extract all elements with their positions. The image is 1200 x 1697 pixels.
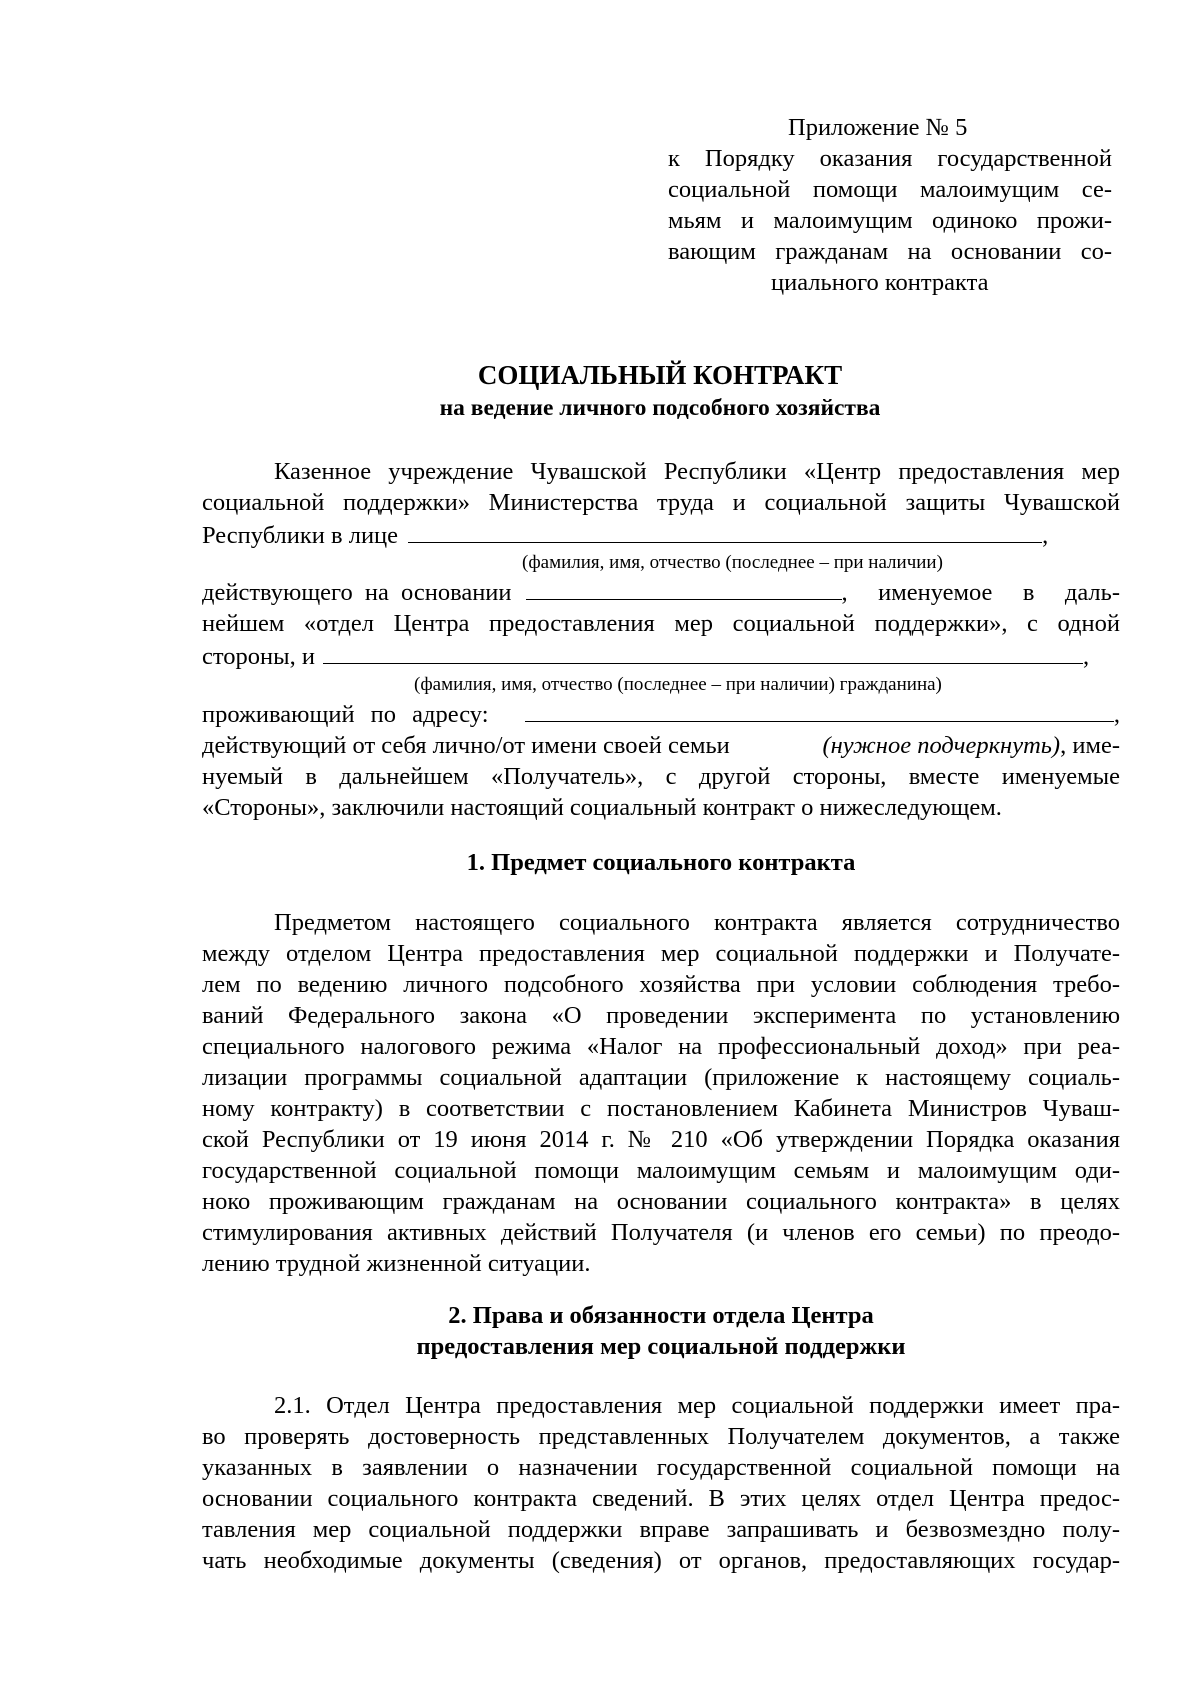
address-blank[interactable] xyxy=(525,697,1114,722)
intro-line xyxy=(202,639,1120,672)
intro-paragraph xyxy=(202,456,1120,823)
intro-line xyxy=(202,575,1120,608)
intro-line xyxy=(202,730,1120,761)
appendix-line: мьям и малоимущим одиноко прожи- xyxy=(668,207,1112,234)
paragraph-line: тавления мер социальной поддержки вправе запрашивать и безвозмездно полу- xyxy=(202,1516,1120,1543)
appendix-number: Приложение № 5 xyxy=(788,114,968,141)
paragraph-line: 2.1. Отдел Центра предоставления мер социальной поддержки имеет пра- xyxy=(274,1392,1120,1419)
fio-blank[interactable] xyxy=(408,518,1042,543)
section-2-heading-line2: предоставления мер социальной поддержки xyxy=(416,1333,906,1360)
appendix-line: социальной помощи малоимущим се- xyxy=(668,176,1112,203)
comma: , xyxy=(1082,643,1090,671)
section-2-paragraph xyxy=(202,1390,1120,1576)
comma: , xyxy=(1042,522,1049,550)
paragraph-line: ному контракту) в соответствии с постановлением Кабинета Министров Чуваш- xyxy=(202,1095,1120,1122)
intro-line: социальной поддержки» Министерства труда и социальной защиты Чувашской xyxy=(202,489,1120,517)
intro-line: «Стороны», заключили настоящий социальный контракт о нижеследующем. xyxy=(202,793,1002,821)
intro-note: (нужное подчеркнуть) xyxy=(822,731,1061,759)
intro-text: проживающий по адресу: xyxy=(202,700,489,728)
appendix-line: циального контракта xyxy=(771,269,989,296)
section-1-heading: 1. Предмет социального контракта xyxy=(466,849,856,876)
paragraph-line: чать необходимые документы (сведения) от органов, предоставляющих государ- xyxy=(202,1547,1120,1574)
paragraph-line: специального налогового режима «Налог на профессиональный доход» при реа- xyxy=(202,1033,1120,1060)
intro-line: нуемый в дальнейшем «Получатель», с другой стороны, вместе именуемые xyxy=(202,762,1120,790)
intro-text: , именуемое в даль- xyxy=(841,579,1120,607)
paragraph-line: стимулирования активных действий Получателя (и членов его семьи) по преодо- xyxy=(202,1219,1120,1246)
intro-text: стороны, и xyxy=(202,643,315,671)
paragraph-line: лем по ведению личного подсобного хозяйства при условии соблюдения требо- xyxy=(202,971,1120,998)
paragraph-line: ноко проживающим гражданам на основании социального контракта» в целях xyxy=(202,1188,1120,1215)
document-subtitle: на ведение личного подсобного хозяйства xyxy=(439,395,881,421)
paragraph-line: указанных в заявлении о назначении государственной социальной помощи на xyxy=(202,1454,1120,1481)
citizen-fio-caption: (фамилия, имя, отчество (последнее – при наличии) гражданина) xyxy=(414,673,942,695)
intro-text: , име- xyxy=(1060,731,1120,759)
appendix-line: вающим гражданам на основании со- xyxy=(668,238,1112,265)
intro-line: Казенное учреждение Чувашской Республики «Центр предоставления мер xyxy=(274,458,1120,485)
paragraph-line: во проверять достоверность представленных Получателем документов, а также xyxy=(202,1423,1120,1450)
intro-line xyxy=(202,697,1120,730)
intro-text: действующего на основании xyxy=(202,579,512,607)
paragraph-line: ской Республики от 19 июня 2014 г. № 210 «Об утверждении Порядка оказания xyxy=(202,1126,1120,1153)
paragraph-line: лизации программы социальной адаптации (приложение к настоящему социаль- xyxy=(202,1064,1120,1091)
section-2-heading: 2. Права и обязанности отдела Центра xyxy=(448,1302,874,1329)
section-1-paragraph xyxy=(202,907,1120,1279)
paragraph-line: между отделом Центра предоставления мер социальной поддержки и Получате- xyxy=(202,940,1120,967)
intro-text: действующий от себя лично/от имени своей семьи xyxy=(202,731,730,759)
appendix-block xyxy=(668,112,1112,298)
intro-text: Республики в лице xyxy=(202,522,399,550)
fio-caption: (фамилия, имя, отчество (последнее – при наличии) xyxy=(522,552,943,574)
paragraph-line: ваний Федерального закона «О проведении эксперимента по установлению xyxy=(202,1002,1120,1029)
comma: , xyxy=(1113,700,1120,728)
paragraph-line: основании социального контракта сведений. В этих целях отдел Центра предос- xyxy=(202,1485,1120,1512)
document-title: СОЦИАЛЬНЫЙ КОНТРАКТ xyxy=(477,360,843,390)
appendix-line: к Порядку оказания государственной xyxy=(668,145,1112,172)
paragraph-line: Предметом настоящего социального контракта является сотрудничество xyxy=(274,909,1120,936)
intro-line xyxy=(202,518,1120,551)
paragraph-line: государственной социальной помощи малоимущим семьям и малоимущим оди- xyxy=(202,1157,1120,1184)
paragraph-line: лению трудной жизненной ситуации. xyxy=(202,1250,591,1277)
intro-line: нейшем «отдел Центра предоставления мер социальной поддержки», с одной xyxy=(202,610,1120,638)
basis-blank[interactable] xyxy=(526,575,842,600)
citizen-fio-blank[interactable] xyxy=(323,639,1083,664)
